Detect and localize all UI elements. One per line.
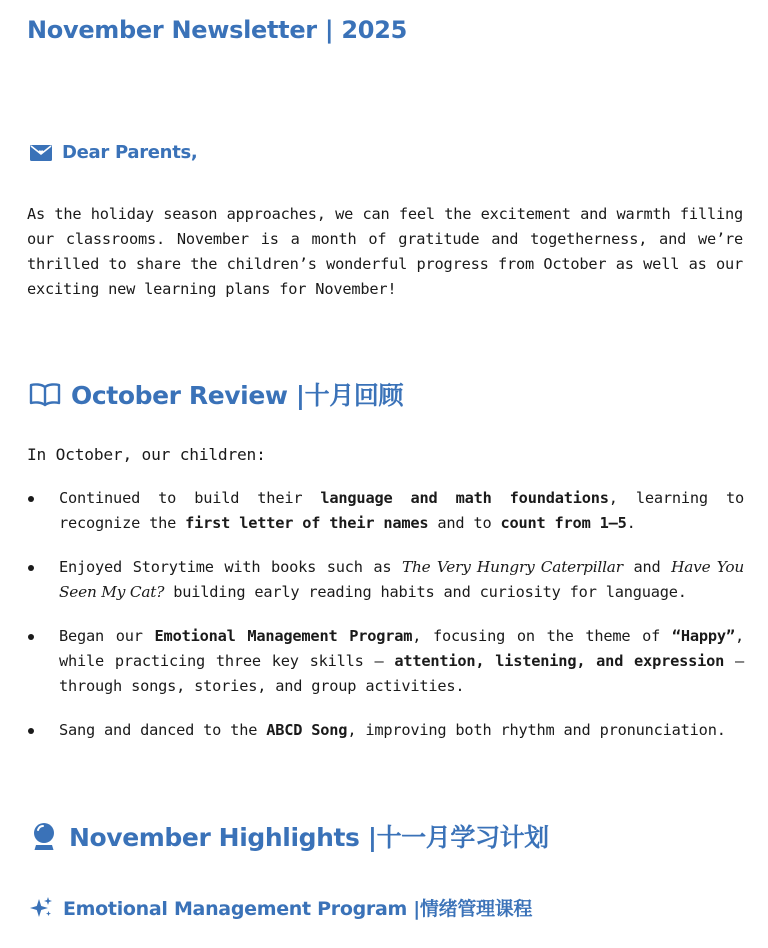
bullet-dot [28,496,34,502]
emotional-program-title: Emotional Management Program |情绪管理课程 [63,898,533,920]
october-review-title: October Review |十月回顾 [71,381,404,410]
sparkles-icon [29,896,53,920]
list-item: Sang and danced to the ABCD Song, improving both rhythm and pronunciation. [27,718,744,743]
list-item: Began our Emotional Management Program, focusing on the theme of “Happy”, while practicing three key skills — attention, listening, and expression — through songs, stories, and group activities. [27,624,744,699]
intro-paragraph: As the holiday season approaches, we can feel the excitement and warmth filling our classrooms. November is a month of gratitude and togetherness, and we’re thrilled to share the children’s wonderful progress from October as well as our exciting new learning plans for November! [27,205,743,298]
open-book-icon [29,381,61,407]
greeting-heading [29,142,197,163]
bullet-dot [28,728,34,734]
bullet-dot [28,634,34,640]
november-highlights-heading [29,818,549,854]
love-letter-icon [29,144,53,162]
emotional-program-heading [29,894,532,921]
crystal-ball-icon [29,821,59,851]
november-highlights-title: November Highlights |十一月学习计划 [69,823,549,852]
greeting-text: Dear Parents, [62,142,198,163]
october-lead: In October, our children: [27,445,266,464]
list-item: Enjoyed Storytime with books such as The Very Hungry Caterpillar and Have You Seen My Cat? building early reading habits and curiosity for language. [27,555,744,605]
october-review-heading [29,376,403,412]
list-item: Continued to build their language and math foundations, learning to recognize the first letter of their names and to count from 1–5. [27,486,744,536]
bullet-dot [28,565,34,571]
october-bullet-list [27,486,744,762]
newsletter-title: November Newsletter | 2025 [27,16,408,44]
